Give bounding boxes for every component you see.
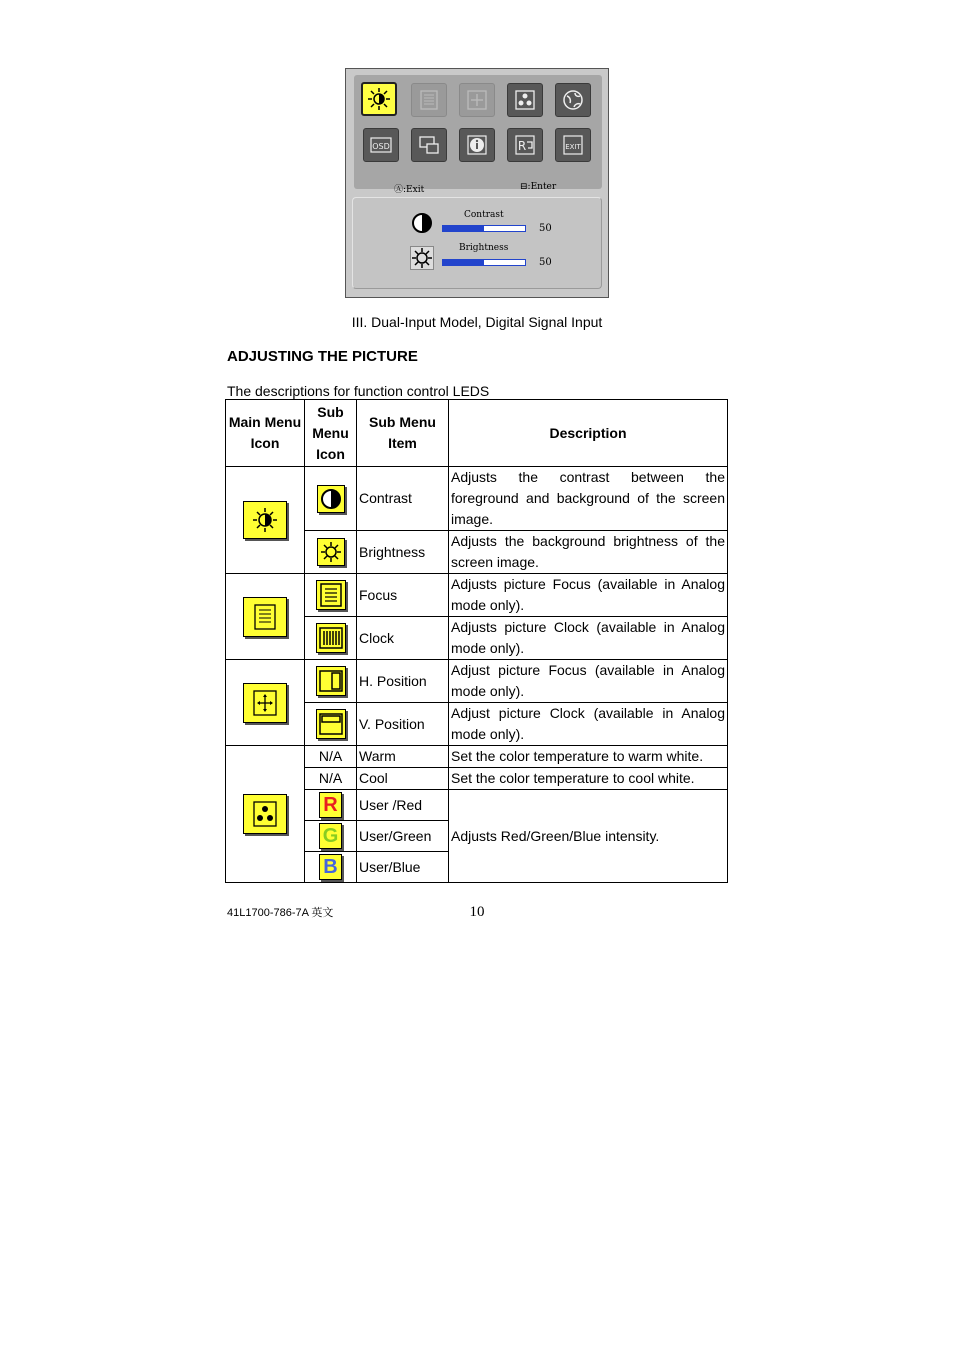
contrast-icon [317,485,345,513]
section-description: The descriptions for function control LEDS [227,383,490,399]
description-cell: Set the color temperature to warm white. [449,746,728,768]
table-row [226,467,728,531]
sub-item-cell: Focus [357,574,449,617]
osd-contrast-slider[interactable] [442,225,526,232]
description-cell: Adjusts picture Clock (available in Analog mode only). [449,617,728,660]
svg-text:OSD: OSD [372,142,390,151]
description-cell: Adjust picture Focus (available in Analog mode only). [449,660,728,703]
main-color-icon [243,794,287,834]
osd-exit-hint: Ⓐ:Exit [394,185,425,195]
h-position-icon [316,666,346,696]
exit-icon [561,133,585,157]
description-cell: Adjusts Red/Green/Blue intensity. [449,790,728,883]
sub-icon-cell [305,531,357,574]
focus-icon [316,580,346,610]
blue-icon: B [319,854,341,880]
osd-contrast-label: Contrast [464,210,504,220]
osd-brightness-value: 50 [539,257,552,268]
osd-enter-hint: ⊟:Enter [520,182,557,192]
osd-info-button[interactable] [459,128,495,162]
table-row [226,746,728,768]
table-header-row [226,400,728,467]
osd-contrast-value: 50 [539,223,552,234]
svg-text:R: R [517,139,527,153]
header-main-icon: Main Menu Icon [226,400,305,467]
sub-icon-cell [305,703,357,746]
input-icon [417,133,441,157]
svg-text:EXIT: EXIT [565,143,581,151]
sub-item-cell: Clock [357,617,449,660]
osd-focus-button[interactable] [411,83,447,117]
sub-icon-cell [305,790,357,821]
description-cell: Adjusts the contrast between the foreground and background of the screen image. [449,467,728,531]
sub-icon-cell [305,574,357,617]
brightness-sun-icon [317,538,345,566]
document-code: 41L1700-786-7A 英文 [227,907,334,919]
description-cell: Adjusts picture Focus (available in Analog mode only). [449,574,728,617]
sub-item-cell: User/Blue [357,852,449,883]
header-sub-icon: Sub Menu Icon [305,400,357,467]
brightness-icon [367,87,391,111]
main-icon-cell [226,746,305,883]
header-sub-item: Sub Menu Item [357,400,449,467]
sub-icon-cell: N/A [305,768,357,790]
page-number: 10 [469,904,485,920]
osd-main-menu [354,75,602,195]
contrast-fill [443,226,484,231]
sub-icon-cell [305,660,357,703]
position-icon [465,88,489,112]
osd-brightness-label: Brightness [459,243,509,253]
sub-item-cell: V. Position [357,703,449,746]
description-cell: Adjusts the background brightness of the screen image. [449,531,728,574]
section-heading: ADJUSTING THE PICTURE [227,348,418,365]
main-focus-icon [243,597,287,637]
sub-icon-cell [305,617,357,660]
description-cell: Adjust picture Clock (available in Analog mode only). [449,703,728,746]
red-icon: R [319,792,341,818]
info-icon [465,133,489,157]
osd-icon [369,133,393,157]
sub-item-cell: Brightness [357,531,449,574]
main-icon-cell [226,467,305,574]
osd-screenshot [345,68,609,298]
sub-icon-cell [305,852,357,883]
sub-icon-cell [305,467,357,531]
sub-icon-cell: N/A [305,746,357,768]
osd-position-button[interactable] [459,83,495,117]
sub-item-cell: User /Red [357,790,449,821]
focus-icon [417,88,441,112]
osd-brightness-slider[interactable] [442,259,526,266]
description-cell: Set the color temperature to cool white. [449,768,728,790]
function-table [225,399,728,883]
sub-item-cell: Warm [357,746,449,768]
osd-input-button[interactable] [411,128,447,162]
main-icon-cell [226,660,305,746]
figure-caption: III. Dual-Input Model, Digital Signal Input [351,314,603,330]
v-position-icon [316,709,346,739]
main-brightness-icon [243,501,287,539]
osd-brightness-button[interactable] [361,82,397,116]
osd-reset-button[interactable] [507,128,543,162]
header-description: Description [449,400,728,467]
reset-icon [513,133,537,157]
main-position-icon [243,683,287,723]
sub-item-cell: Contrast [357,467,449,531]
exit-key-icon: Ⓐ: [394,185,407,195]
osd-language-button[interactable] [555,83,591,117]
osd-color-button[interactable] [507,83,543,117]
sub-item-cell: Cool [357,768,449,790]
osd-submenu [352,197,602,289]
main-icon-cell [226,574,305,660]
sub-item-cell: H. Position [357,660,449,703]
clock-icon [316,623,346,653]
green-icon: G [319,823,343,849]
sub-icon-cell [305,821,357,852]
color-icon [513,88,537,112]
language-icon [561,88,585,112]
contrast-icon [411,212,433,234]
table-row [226,574,728,617]
table-row [226,660,728,703]
osd-settings-button[interactable] [363,128,399,162]
brightness-sun-icon [410,246,434,270]
brightness-fill [443,260,484,265]
osd-exit-button[interactable] [555,128,591,162]
sub-item-cell: User/Green [357,821,449,852]
enter-key-icon: ⊟: [520,182,531,192]
